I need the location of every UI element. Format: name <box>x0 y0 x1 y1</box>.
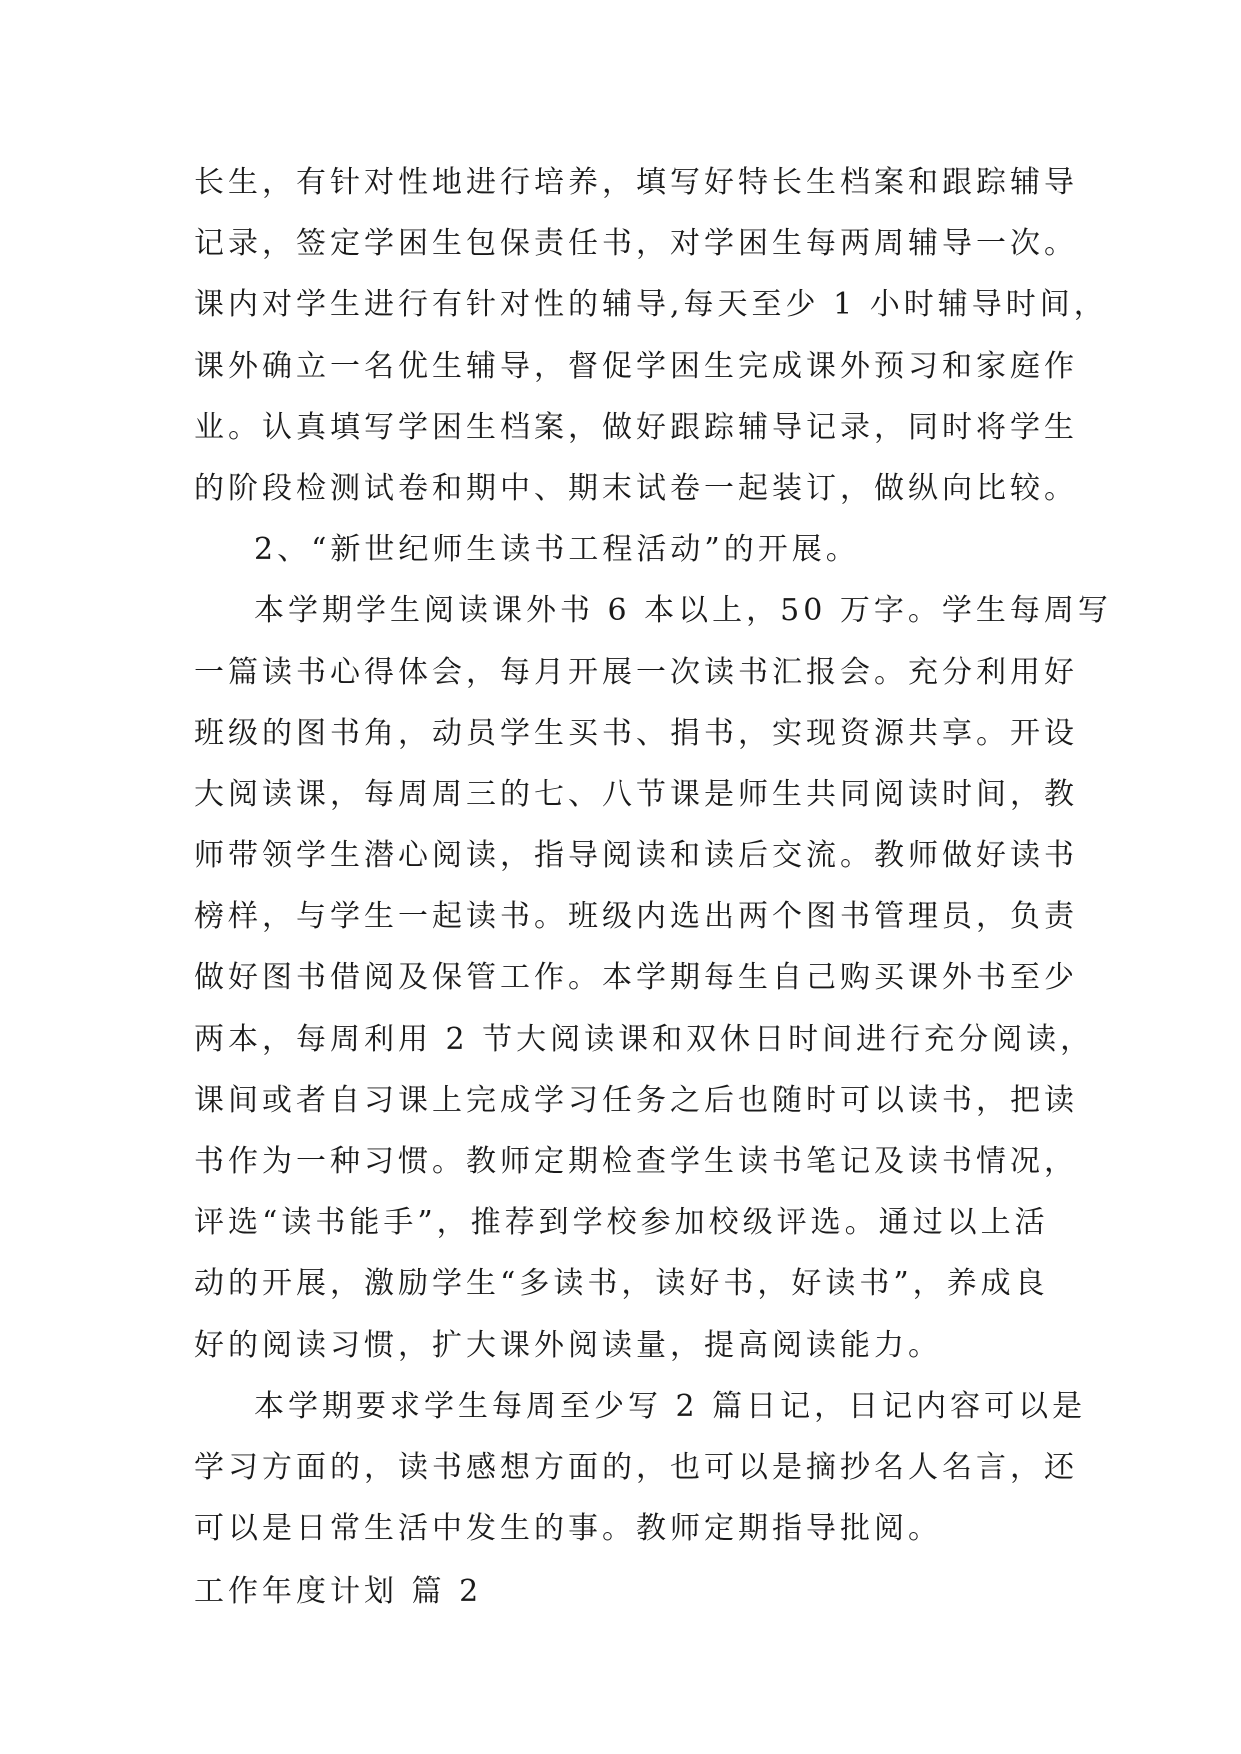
text-line: 班级的图书角，动员学生买书、捐书，实现资源共享。开设 <box>194 715 1078 751</box>
text-line: 长生，有针对性地进行培养，填写好特长生档案和跟踪辅导 <box>194 165 1078 200</box>
section-heading: 工作年度计划 篇 2 <box>194 1574 483 1610</box>
paragraph-diary <box>194 1376 1087 1560</box>
text-line: 做好图书借阅及保管工作。本学期每生自己购买课外书至少 <box>194 960 1078 996</box>
text-line: 的阶段检测试卷和期中、期末试卷一起装订，做纵向比较。 <box>194 470 1078 506</box>
text-line: 本学期要求学生每周至少写 2 篇日记，日记内容可以是 <box>254 1388 1087 1424</box>
text-line: 学习方面的，读书感想方面的，也可以是摘抄名人名言，还 <box>194 1449 1078 1485</box>
text-line: 一篇读书心得体会，每月开展一次读书汇报会。充分利用好 <box>194 654 1078 690</box>
text-line: 动的开展，激励学生“多读书，读好书，好读书”，养成良 <box>194 1266 1049 1302</box>
document-body <box>194 152 1112 1623</box>
text-line: 两本，每周利用 2 节大阅读课和双休日时间进行充分阅读， <box>194 1021 1095 1057</box>
text-line: 大阅读课，每周周三的七、八节课是师生共同阅读时间，教 <box>194 776 1078 812</box>
text-line: 记录，签定学困生包保责任书，对学困生每两周辅导一次。 <box>194 226 1078 262</box>
text-line: 书作为一种习惯。教师定期检查学生读书笔记及读书情况， <box>194 1144 1078 1179</box>
text-line: 课间或者自习课上完成学习任务之后也随时可以读书，把读 <box>194 1082 1078 1118</box>
text-line: 可以是日常生活中发生的事。教师定期指导批阅。 <box>194 1511 942 1547</box>
text-line: 师带领学生潜心阅读，指导阅读和读后交流。教师做好读书 <box>194 838 1078 874</box>
text-line: 课外确立一名优生辅导，督促学困生完成课外预习和家庭作 <box>194 348 1078 384</box>
text-line: 业。认真填写学困生档案，做好跟踪辅导记录，同时将学生 <box>194 409 1078 445</box>
text-line: 评选“读书能手”，推荐到学校参加校级评选。通过以上活 <box>194 1205 1049 1241</box>
paragraph-reading-project <box>194 580 1112 1375</box>
text-line: 好的阅读习惯，扩大课外阅读量，提高阅读能力。 <box>194 1327 942 1363</box>
text-line: 榜样，与学生一起读书。班级内选出两个图书管理员，负责 <box>194 899 1078 935</box>
text-line: 课内对学生进行有针对性的辅导,每天至少 1 小时辅导时间， <box>194 287 1108 323</box>
paragraph-teaching-support <box>194 152 1108 519</box>
text-line: 本学期学生阅读课外书 6 本以上，50 万字。学生每周写 <box>254 593 1112 629</box>
item-2-title: 2、“新世纪师生读书工程活动”的开展。 <box>254 532 860 568</box>
